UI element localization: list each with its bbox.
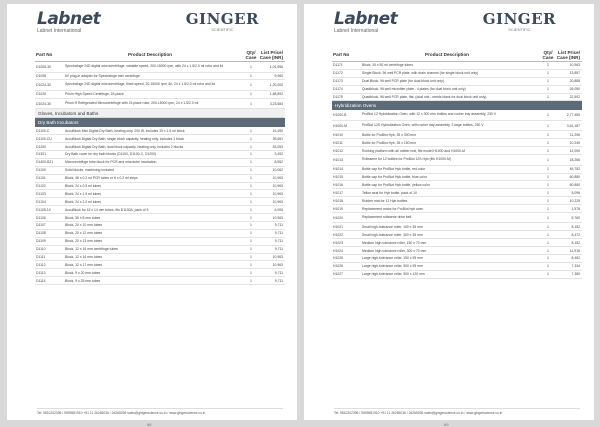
product-description: Quadblock, 96 well PCR plate, flat, (dual unit - needs blank for dual block unit only) — [362, 95, 487, 99]
table-row — [35, 214, 285, 222]
part-number: H1010 — [333, 132, 343, 137]
product-description: Bottle for ProBlot Hyb, 35 x 300 mm — [362, 132, 417, 137]
quantity: 1 — [547, 256, 549, 261]
table-row — [332, 147, 582, 155]
list-price: 9,711 — [274, 231, 283, 236]
part-number: D1102 — [36, 183, 46, 188]
table-row — [332, 189, 582, 197]
product-description: Spectrafuge 24D digital microcentrifuge, fixed speed, 20-15000 rpm, 8x, 24 x 1.5/2.0 ml rotor and lid — [65, 82, 216, 87]
list-price: 11,296 — [569, 132, 580, 137]
quantity: 1 — [547, 215, 549, 220]
part-number: D1301 — [36, 152, 46, 157]
product-description: Rocking platform with all rubber mat, fits model H1000 and H1000-M — [362, 148, 465, 153]
catalog-page-left — [7, 4, 297, 427]
table-row — [332, 94, 582, 102]
table-row — [332, 131, 582, 139]
quantity: 1 — [250, 262, 252, 267]
list-price: 6,006 — [274, 207, 283, 212]
product-description: Large high-tolerance roller, 150 x 95 mm — [362, 256, 423, 261]
list-price: 2,77,455 — [566, 113, 580, 118]
header-qty: Qty/ Case — [245, 49, 257, 60]
product-description: Block, 24 x 0.5 ml tubes — [65, 183, 101, 188]
list-price: 3,492 — [274, 152, 283, 157]
labnet-logo — [37, 10, 100, 34]
quantity: 1 — [250, 128, 252, 133]
table-row — [35, 127, 285, 135]
list-price: 3,23,684 — [269, 101, 283, 106]
table-row — [35, 80, 285, 91]
quantity: 1 — [250, 223, 252, 228]
header-price: List Price/ Case (INR) — [259, 49, 283, 60]
product-description: Dry Bath cover for dry bath blocks (D1100, D1100-C, D1200) — [65, 152, 157, 157]
quantity: 1 — [250, 215, 252, 220]
list-price: 10,963 — [272, 215, 283, 220]
product-description: Small high-tolerance roller, 150 x 35 mm — [362, 224, 423, 229]
header-part-no: Part No — [333, 52, 350, 57]
quantity: 1 — [547, 198, 549, 203]
product-description: Large high-tolerance roller, 300 x 120 mm — [362, 272, 425, 277]
part-number: D1171 — [333, 63, 343, 68]
part-number: D1100 — [36, 168, 46, 173]
list-price: 10,245 — [569, 140, 580, 145]
section-heading: Gloves, Incubators and Baths — [35, 109, 285, 118]
table-row — [332, 174, 582, 182]
quantity: 1 — [547, 157, 549, 162]
product-description: Block, 9 x 20 mm tubes — [65, 270, 101, 275]
quantity: 1 — [547, 264, 549, 269]
table-row — [35, 183, 285, 191]
part-number: H1012 — [333, 148, 343, 153]
product-description: Bottle cap for ProBlot Hyb bottle, red color — [362, 167, 426, 172]
list-price: 10,963 — [272, 183, 283, 188]
quantity: 1 — [250, 101, 252, 106]
list-price: 60,880 — [569, 174, 580, 179]
list-price: 5,096 — [571, 190, 580, 195]
partner-name: GINGER — [185, 10, 259, 28]
partner-subtitle: SCIENTIFIC — [211, 27, 234, 32]
quantity: 1 — [250, 191, 252, 196]
table-row — [35, 135, 285, 143]
part-number: H1024 — [333, 248, 343, 253]
table-row — [35, 246, 285, 254]
product-description: Bottle cap for ProBlot Hyb bottle, yellow color — [362, 182, 430, 187]
table-row — [332, 121, 582, 132]
product-description: ProBlot 12S Hybridization Oven, with rocker tray assembly, 2 large bottles, 230 V — [362, 122, 484, 127]
table-row — [332, 197, 582, 205]
part-number: D1026 — [36, 92, 46, 97]
product-description: AccuBlock for 15 x 14 mm tubes, fits D1100A, pack of 3 — [65, 207, 149, 212]
product-description: Teflon seal for Hyb bottle, pack of 10 — [362, 190, 417, 195]
quantity: 1 — [547, 132, 549, 137]
list-price: 3,61,187 — [566, 123, 580, 128]
table-row — [35, 238, 285, 246]
catalog-page-right — [304, 4, 594, 427]
part-number: D1107 — [36, 223, 46, 228]
part-number: D1174 — [333, 87, 343, 92]
table-row — [35, 254, 285, 262]
product-description: AccuBlock Mini Digital Dry Bath, heating only, 200 W, includes 15 x 1.5 ml block — [65, 128, 185, 133]
page-number: 69 — [444, 422, 449, 427]
part-number: D1024-30 — [36, 101, 51, 106]
part-number: D1111 — [36, 254, 46, 259]
part-number: H1025 — [333, 256, 343, 261]
table-row — [35, 99, 285, 110]
table-row — [35, 230, 285, 238]
quantity: 1 — [547, 140, 549, 145]
list-price: 9,711 — [274, 278, 283, 283]
product-description: Quadblock, 96 well microtiter plate - 4 plates (for dual block unit only) — [362, 87, 466, 92]
table-row — [35, 269, 285, 277]
ginger-logo — [483, 11, 556, 32]
list-price: 9,711 — [274, 223, 283, 228]
part-number: H1023 — [333, 240, 343, 245]
table-row — [332, 78, 582, 86]
list-price: 8,552 — [274, 160, 283, 165]
product-description: Large high-tolerance roller, 300 x 95 mm — [362, 264, 423, 269]
part-number: H1017 — [333, 190, 343, 195]
part-number: D1024-30 — [36, 83, 51, 88]
product-description: Block, 9 x 25 mm tubes — [65, 278, 101, 283]
list-price: 49,752 — [569, 167, 580, 172]
table-row — [35, 261, 285, 269]
page-footer: Tel: 9810202396 / 9599581910 +91 11 26265036 / 26265036 sales@gingerscience.co.in / www.gingerscience.co.in — [334, 408, 580, 415]
part-number: D1101 — [36, 176, 46, 181]
quantity: 1 — [250, 207, 252, 212]
table-row — [35, 91, 285, 99]
price-table — [332, 48, 582, 279]
header-description: Product Description — [425, 52, 469, 57]
quantity: 1 — [250, 254, 252, 259]
part-number: H1026 — [333, 264, 343, 269]
product-description: AccuBlock Digital Dry Bath, single block capacity, heating only, includes 1 block — [65, 136, 184, 141]
part-number: H1019 — [333, 206, 343, 211]
quantity: 1 — [250, 160, 252, 165]
table-row — [332, 213, 582, 224]
part-number: D1103 — [36, 191, 46, 196]
product-description: Block, 20 x 10 mm tubes — [65, 223, 103, 228]
quantity: 1 — [250, 168, 252, 173]
quantity: 1 — [547, 248, 549, 253]
list-price: 10,963 — [272, 254, 283, 259]
list-price: 1,20,000 — [269, 83, 283, 88]
product-description: Microcentrifuge tube block for PCR and microtube incubation — [65, 160, 157, 165]
part-number: D1400-B21 — [36, 160, 54, 165]
list-price: 60,880 — [569, 182, 580, 187]
quantity: 1 — [547, 71, 549, 76]
product-description: Medium high-tolerance roller, 300 x 70 mm — [362, 248, 427, 253]
quantity: 1 — [547, 167, 549, 172]
part-number: D1104 — [36, 199, 46, 204]
quantity: 1 — [250, 144, 252, 149]
part-number: D1105-14 — [36, 207, 51, 212]
table-row — [332, 62, 582, 70]
quantity: 1 — [547, 206, 549, 211]
part-number: H1021 — [333, 224, 343, 229]
table-row — [35, 151, 285, 159]
list-price: 9,711 — [274, 270, 283, 275]
quantity: 1 — [547, 174, 549, 179]
quantity: 1 — [250, 92, 252, 97]
part-number: D1175 — [333, 95, 343, 99]
product-description: Rotisserie for 12 bottles for ProBlot 12S Hyb (fits H1000-M) — [362, 156, 451, 161]
page-header — [7, 4, 297, 44]
quantity: 1 — [547, 113, 549, 118]
product-description: Block, 12 x 16 mm tubes — [65, 254, 103, 259]
table-row — [332, 223, 582, 231]
part-number: D1200 — [36, 144, 46, 149]
quantity: 1 — [250, 83, 252, 88]
table-row — [35, 222, 285, 230]
part-number: D1173 — [333, 79, 343, 84]
product-description: 6V plug-in adapter for Spectrafuge mini centrifuge — [65, 73, 140, 78]
list-price: 7,334 — [571, 264, 580, 269]
part-number: D1113 — [36, 270, 46, 275]
quantity: 1 — [250, 73, 252, 78]
product-description: AccuBlock Digital Dry Bath, dual block capacity, heating only, includes 2 blocks — [65, 144, 184, 149]
quantity: 1 — [250, 231, 252, 236]
quantity: 1 — [547, 182, 549, 187]
quantity: 1 — [250, 152, 252, 157]
product-description: Dual Block, 96 well PCR plate (for dual block unit only) — [362, 79, 444, 84]
table-row — [332, 255, 582, 263]
quantity: 1 — [250, 247, 252, 252]
section-heading: Dry Bath Incubators — [35, 118, 285, 127]
quantity: 1 — [547, 123, 549, 128]
list-price: 22,502 — [569, 95, 580, 99]
table-row — [35, 277, 285, 285]
part-number: H1020 — [333, 215, 343, 220]
quantity: 1 — [547, 240, 549, 245]
list-price: 8,152 — [571, 240, 580, 245]
quantity: 1 — [250, 176, 252, 181]
product-description: Rubber mat for 12 Hyb bottles — [362, 198, 408, 203]
part-number: D1172 — [333, 71, 343, 76]
list-price: 8,472 — [571, 232, 580, 237]
table-row — [332, 231, 582, 239]
table-row — [332, 247, 582, 255]
product-description: Prism R Refrigerated Microcentrifuge with 24 place rotor, 200-15000 rpm, 24 x 1.5/2.0 ml — [65, 100, 199, 105]
list-price: 8,152 — [571, 224, 580, 229]
section-heading: Hybridization Ovens — [332, 101, 582, 110]
table-row — [35, 73, 285, 81]
part-number: D1114 — [36, 278, 46, 283]
header-part-no: Part No — [36, 52, 53, 57]
part-number: D1100-CU — [36, 136, 52, 141]
table-header — [332, 48, 582, 62]
product-description: Prism High Speed Centrifuge, 24 place — [65, 92, 124, 97]
product-description: Medium high-tolerance roller, 150 x 70 mm — [362, 240, 427, 245]
header-description: Product Description — [128, 52, 172, 57]
table-row — [332, 86, 582, 94]
list-price: 16,450 — [272, 128, 283, 133]
table-row — [332, 110, 582, 121]
part-number: D1106 — [36, 215, 46, 220]
list-price: 9,711 — [274, 239, 283, 244]
part-number: H1013 — [333, 157, 343, 162]
part-number: H1022 — [333, 232, 343, 237]
table-body — [35, 62, 285, 285]
list-price: 10,963 — [569, 63, 580, 68]
table-row — [332, 139, 582, 147]
table-row — [332, 271, 582, 279]
page-footer: Tel: 9810202396 / 9599581910 +91 11 26265036 / 26265036 sales@gingerscience.co.in / www.gingerscience.co.in — [37, 408, 283, 415]
table-row — [332, 239, 582, 247]
quantity: 1 — [547, 63, 549, 68]
part-number: D1112 — [36, 262, 46, 267]
product-description: Replacement motor for ProBlot hyb oven — [362, 206, 424, 211]
list-price: 18,266 — [569, 157, 580, 162]
product-description: Block, 24 x 2.0 ml tubes — [65, 199, 101, 204]
product-description: ProBlot 12 Hybridization Oven, with 12 x 300 mm bottles and rocker tray assembly, 230 V — [362, 112, 497, 117]
list-price: 10,963 — [272, 262, 283, 267]
list-price: 13,897 — [569, 71, 580, 76]
header-qty: Qty/ Case — [542, 49, 554, 60]
product-description: Block, 35 x 8 mm tubes — [65, 215, 101, 220]
product-description: Block, 20 x 13 mm tubes — [65, 239, 103, 244]
quantity: 1 — [547, 224, 549, 229]
quantity: 1 — [547, 148, 549, 153]
part-number: H1018 — [333, 198, 343, 203]
table-row — [35, 190, 285, 198]
product-description: Block, 12 x 16 mm centrifuge tubes — [65, 247, 118, 252]
part-number: D1008-30 — [36, 64, 51, 69]
product-description: Bottle for ProBlot Hyb, 35 x 150 mm — [362, 140, 417, 145]
labnet-logo — [334, 10, 397, 34]
quantity: 1 — [250, 270, 252, 275]
ginger-logo — [186, 11, 259, 32]
list-price: 7,380 — [571, 272, 580, 277]
quantity: 1 — [250, 199, 252, 204]
part-number: D1108 — [36, 231, 46, 236]
part-number: H1015 — [333, 174, 343, 179]
table-row — [35, 175, 285, 183]
table-row — [35, 159, 285, 167]
product-description: Bottle cap for ProBlot Hyb bottle, blue color — [362, 174, 427, 179]
quantity: 1 — [547, 190, 549, 195]
list-price: 12,000 — [569, 148, 580, 153]
page-number: 68 — [147, 422, 152, 427]
table-row — [332, 70, 582, 78]
list-price: 53,053 — [272, 144, 283, 149]
part-number: H1000-B — [333, 113, 347, 118]
table-body — [332, 62, 582, 279]
price-table — [35, 48, 285, 285]
partner-name: GINGER — [482, 10, 556, 28]
list-price: 11,918 — [569, 248, 580, 253]
list-price: 10,229 — [569, 198, 580, 203]
quantity: 1 — [547, 232, 549, 237]
list-price: 39,651 — [272, 136, 283, 141]
brand-subtitle: Labnet International — [334, 28, 379, 34]
list-price: 1,68,892 — [269, 92, 283, 97]
page-header — [304, 4, 594, 44]
table-row — [332, 166, 582, 174]
header-price: List Price/ Case (INR) — [556, 49, 580, 60]
quantity: 1 — [547, 79, 549, 84]
brand-subtitle: Labnet International — [37, 28, 82, 34]
part-number: H1016 — [333, 182, 343, 187]
quantity: 1 — [250, 136, 252, 141]
table-row — [35, 167, 285, 175]
product-description: Spectrafuge 24D digital microcentrifuge, variable speed, 200-15000 rpm, with 24 x 1.5/2.0 ml rotor and lid — [65, 63, 224, 68]
product-description: Block, 20 x 12 mm tubes — [65, 231, 103, 236]
brand-name: Labnet — [334, 9, 398, 29]
quantity: 1 — [250, 278, 252, 283]
product-description: Single Block, 96 well PCR plate, with drain channel (for single block unit only) — [362, 71, 479, 76]
table-row — [35, 198, 285, 206]
quantity: 1 — [250, 183, 252, 188]
table-row — [35, 143, 285, 151]
quantity: 1 — [547, 95, 549, 99]
table-row — [35, 62, 285, 73]
product-description: Replacement rotisserie drive belt — [362, 214, 412, 219]
list-price: 20,888 — [569, 79, 580, 84]
quantity: 1 — [250, 239, 252, 244]
list-price: 10,963 — [272, 199, 283, 204]
list-price: 9,711 — [274, 247, 283, 252]
table-row — [35, 206, 285, 214]
table-header — [35, 48, 285, 62]
brand-name: Labnet — [37, 9, 101, 29]
part-number: D1100-C — [36, 128, 50, 133]
list-price: 5,760 — [571, 215, 580, 220]
part-number: D1110 — [36, 247, 46, 252]
list-price: 10,963 — [272, 191, 283, 196]
part-number: H1014 — [333, 167, 343, 172]
part-number: H1000-M — [333, 123, 347, 128]
list-price: 10,062 — [272, 168, 283, 173]
product-description: Block, 48 x 0.2 ml PCR tubes or 6 x 0.2 ml strips — [65, 176, 138, 181]
list-price: 9,960 — [274, 73, 283, 78]
product-description: Block, 15 x 50 ml centrifuge tubes — [362, 63, 413, 68]
part-number: H1027 — [333, 272, 343, 277]
table-row — [332, 263, 582, 271]
list-price: 26,050 — [569, 87, 580, 92]
product-description: Solid blocks, machining included — [65, 168, 115, 173]
product-description: Block, 12 x 17 mm tubes — [65, 262, 103, 267]
list-price: 1,01,556 — [269, 64, 283, 69]
quantity: 1 — [250, 64, 252, 69]
product-description: Small high-tolerance roller, 300 x 35 mm — [362, 232, 423, 237]
table-row — [332, 155, 582, 166]
list-price: 1,578 — [571, 206, 580, 211]
part-number: H1011 — [333, 140, 343, 145]
product-description: Block, 24 x 1.5 ml tubes — [65, 191, 101, 196]
quantity: 1 — [547, 87, 549, 92]
list-price: 10,963 — [272, 176, 283, 181]
part-number: D1109 — [36, 239, 46, 244]
quantity: 1 — [547, 272, 549, 277]
table-row — [332, 181, 582, 189]
list-price: 8,482 — [571, 256, 580, 261]
table-row — [332, 205, 582, 213]
partner-subtitle: SCIENTIFIC — [508, 27, 531, 32]
part-number: D1008 — [36, 73, 46, 78]
